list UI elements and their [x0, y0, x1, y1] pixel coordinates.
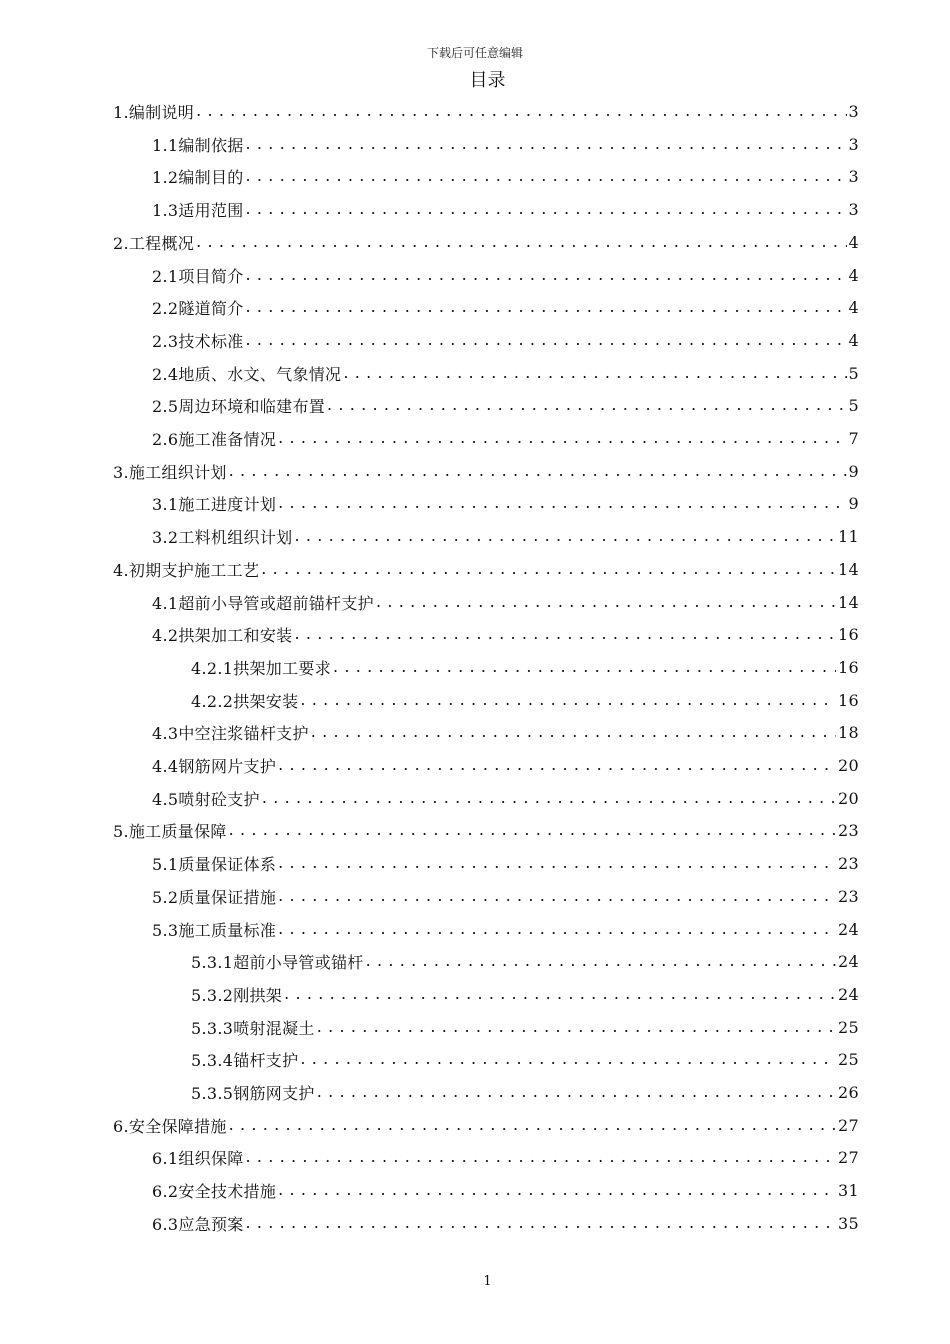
header-note: 下载后可任意编辑 — [426, 46, 523, 60]
toc-dot-leader — [246, 199, 847, 219]
toc-entry[interactable] — [152, 1141, 859, 1173]
toc-entry-page: 11 — [838, 526, 859, 546]
toc-entry-page: 20 — [838, 788, 859, 808]
toc-dot-leader — [376, 592, 836, 612]
toc-entry-label: 2.2隧道简介 — [152, 298, 244, 318]
toc-entry-page: 27 — [838, 1115, 859, 1135]
toc-dot-leader — [311, 722, 836, 742]
toc-entry-page: 4 — [848, 232, 859, 252]
toc-entry[interactable] — [113, 553, 859, 585]
toc-entry-page: 9 — [848, 493, 859, 513]
toc-entry[interactable] — [191, 1011, 859, 1043]
toc-entry-label: 5.施工质量保障 — [113, 821, 227, 841]
toc-entry-page: 24 — [838, 984, 859, 1004]
toc-entry-page: 14 — [838, 592, 859, 612]
toc-entry[interactable] — [191, 651, 859, 683]
toc-entry-label: 1.2编制目的 — [152, 167, 244, 187]
toc-dot-leader — [278, 886, 836, 906]
toc-entry[interactable] — [152, 586, 859, 618]
toc-entry-page: 4 — [848, 265, 859, 285]
toc-dot-leader — [229, 1115, 836, 1135]
toc-entry-label: 4.1超前小导管或超前锚杆支护 — [152, 593, 374, 613]
toc-entry[interactable] — [191, 1076, 859, 1108]
toc-entry[interactable] — [152, 913, 859, 945]
toc-entry-label: 4.3中空注浆锚杆支护 — [152, 723, 309, 743]
toc-entry-page: 24 — [838, 951, 859, 971]
toc-entry-label: 4.4钢筋网片支护 — [152, 756, 277, 776]
page-title: 目录 — [469, 70, 506, 91]
toc-entry[interactable] — [113, 455, 859, 487]
toc-entry[interactable] — [152, 749, 859, 781]
toc-entry-label: 2.3技术标准 — [152, 331, 244, 351]
toc-entry[interactable] — [152, 1207, 859, 1239]
toc-entry-label: 5.3施工质量标准 — [152, 920, 277, 940]
toc-entry-page: 31 — [838, 1180, 859, 1200]
toc-dot-leader — [300, 690, 836, 710]
toc-dot-leader — [278, 755, 836, 775]
toc-entry-page: 25 — [838, 1049, 859, 1069]
toc-dot-leader — [300, 1049, 836, 1069]
toc-dot-leader — [246, 265, 847, 285]
toc-dot-leader — [294, 624, 836, 644]
toc-entry-page: 25 — [838, 1017, 859, 1037]
toc-entry[interactable] — [113, 814, 859, 846]
toc-entry-label: 6.安全保障措施 — [113, 1116, 227, 1136]
toc-entry-label: 3.施工组织计划 — [113, 462, 227, 482]
toc-entry-label: 4.2.1拱架加工要求 — [191, 658, 332, 678]
toc-entry-label: 4.2.2拱架安装 — [191, 691, 299, 711]
toc-dot-leader — [196, 101, 846, 121]
toc-entry-label: 2.1项目简介 — [152, 266, 244, 286]
toc-entry-label: 5.3.3喷射混凝土 — [191, 1018, 315, 1038]
toc-dot-leader — [246, 297, 847, 317]
toc-dot-leader — [246, 330, 847, 350]
toc-dot-leader — [317, 1082, 836, 1102]
toc-entry[interactable] — [152, 291, 859, 323]
toc-entry[interactable] — [152, 782, 859, 814]
toc-entry[interactable] — [191, 684, 859, 716]
toc-entry-label: 2.5周边环境和临建布置 — [152, 396, 326, 416]
toc-entry[interactable] — [152, 1174, 859, 1206]
toc-entry-page: 18 — [838, 722, 859, 742]
toc-entry-page: 4 — [848, 330, 859, 350]
toc-entry[interactable] — [113, 1109, 859, 1141]
toc-entry-label: 5.3.4锚杆支护 — [191, 1050, 299, 1070]
toc-entry[interactable] — [152, 324, 859, 356]
toc-entry-page: 23 — [838, 886, 859, 906]
toc-entry-label: 5.3.1超前小导管或锚杆 — [191, 952, 364, 972]
toc-dot-leader — [284, 984, 836, 1004]
toc-dot-leader — [229, 820, 836, 840]
toc-entry[interactable] — [152, 422, 859, 454]
toc-entry-label: 3.1施工进度计划 — [152, 494, 277, 514]
toc-entry-label: 5.3.5钢筋网支护 — [191, 1083, 315, 1103]
toc-dot-leader — [327, 395, 846, 415]
toc-entry-page: 5 — [848, 363, 859, 383]
toc-entry-page: 3 — [848, 199, 859, 219]
toc-entry-page: 26 — [838, 1082, 859, 1102]
toc-entry-label: 6.3应急预案 — [152, 1214, 244, 1234]
toc-entry-label: 5.3.2刚拱架 — [191, 985, 283, 1005]
toc-entry[interactable] — [152, 389, 859, 421]
toc-entry[interactable] — [152, 128, 859, 160]
toc-entry-label: 2.4地质、水文、气象情况 — [152, 364, 342, 384]
toc-entry-label: 2.6施工准备情况 — [152, 429, 277, 449]
toc-entry-page: 7 — [848, 428, 859, 448]
toc-entry-label: 4.2拱架加工和安装 — [152, 625, 293, 645]
toc-entry-label: 5.2质量保证措施 — [152, 887, 277, 907]
toc-dot-leader — [261, 559, 836, 579]
toc-dot-leader — [196, 232, 846, 252]
toc-dot-leader — [278, 428, 846, 448]
toc-entry-label: 3.2工料机组织计划 — [152, 527, 293, 547]
toc-entry-label: 2.工程概况 — [113, 233, 195, 253]
toc-entry-label: 6.1组织保障 — [152, 1148, 244, 1168]
toc-entry[interactable] — [191, 945, 859, 977]
toc-entry-page: 20 — [838, 755, 859, 775]
toc-dot-leader — [278, 853, 836, 873]
toc-entry-label: 4.初期支护施工工艺 — [113, 560, 260, 580]
toc-dot-leader — [246, 1213, 836, 1233]
toc-entry-page: 35 — [838, 1213, 859, 1233]
toc-entry[interactable] — [113, 95, 859, 127]
toc-entry-page: 16 — [838, 657, 859, 677]
toc-entry-page: 27 — [838, 1147, 859, 1167]
toc-entry-page: 16 — [838, 624, 859, 644]
toc-entry-page: 3 — [848, 101, 859, 121]
toc-dot-leader — [343, 363, 846, 383]
toc-dot-leader — [317, 1017, 836, 1037]
toc-entry[interactable] — [152, 160, 859, 192]
toc-entry-label: 5.1质量保证体系 — [152, 854, 277, 874]
toc-entry[interactable] — [152, 259, 859, 291]
toc-entry-page: 23 — [838, 820, 859, 840]
toc-entry-label: 1.编制说明 — [113, 102, 195, 122]
toc-entry[interactable] — [113, 226, 859, 258]
toc-dot-leader — [246, 1147, 836, 1167]
toc-entry-label: 6.2安全技术措施 — [152, 1181, 277, 1201]
toc-dot-leader — [333, 657, 836, 677]
toc-entry-page: 5 — [848, 395, 859, 415]
toc-dot-leader — [229, 461, 847, 481]
toc-dot-leader — [246, 166, 847, 186]
toc-entry-page: 14 — [838, 559, 859, 579]
toc-entry[interactable] — [152, 847, 859, 879]
toc-entry-page: 3 — [848, 134, 859, 154]
toc-entry[interactable] — [152, 193, 859, 225]
toc-entry-page: 9 — [848, 461, 859, 481]
toc-entry-page: 23 — [838, 853, 859, 873]
toc-dot-leader — [246, 134, 847, 154]
toc-entry[interactable] — [152, 357, 859, 389]
toc-entry[interactable] — [152, 880, 859, 912]
toc-entry[interactable] — [191, 978, 859, 1010]
toc-entry[interactable] — [191, 1043, 859, 1075]
toc-dot-leader — [278, 919, 836, 939]
toc-entry[interactable] — [152, 487, 859, 519]
toc-entry-page: 4 — [848, 297, 859, 317]
toc-entry-page: 16 — [838, 690, 859, 710]
toc-entry[interactable] — [152, 716, 859, 748]
toc-dot-leader — [262, 788, 836, 808]
toc-entry[interactable] — [152, 618, 859, 650]
page-number: 1 — [483, 1274, 492, 1289]
toc-entry-label: 4.5喷射砼支护 — [152, 789, 260, 809]
toc-entry-page: 24 — [838, 919, 859, 939]
toc-entry[interactable] — [152, 520, 859, 552]
toc-dot-leader — [294, 526, 836, 546]
toc-entry-page: 3 — [848, 166, 859, 186]
toc-dot-leader — [278, 1180, 836, 1200]
toc-entry-label: 1.3适用范围 — [152, 200, 244, 220]
toc-entry-label: 1.1编制依据 — [152, 135, 244, 155]
toc-dot-leader — [366, 951, 836, 971]
toc-dot-leader — [278, 493, 846, 513]
